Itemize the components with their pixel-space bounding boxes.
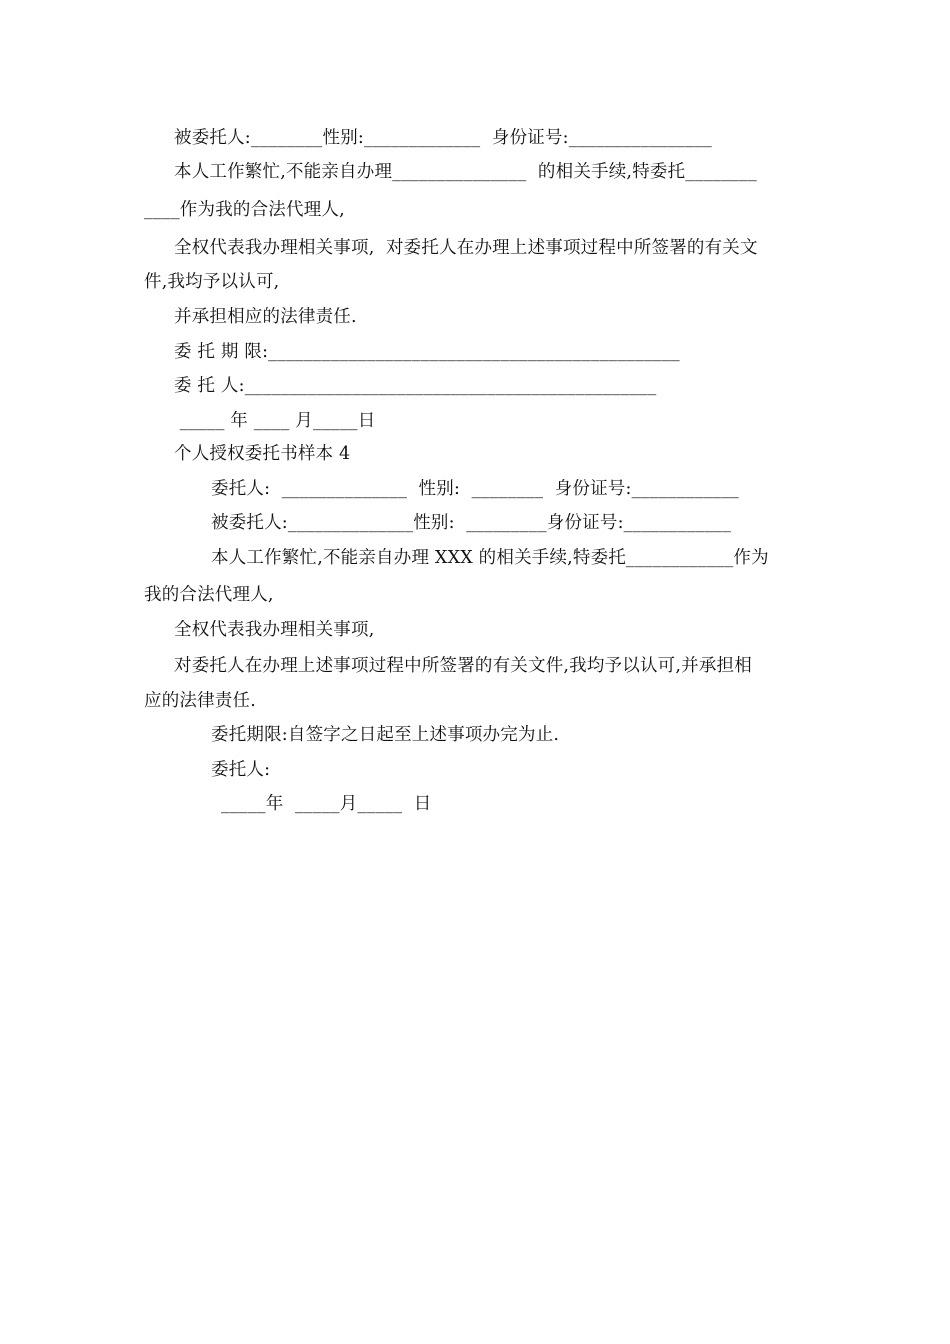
body-text-line: 全权代表我办理相关事项, 对委托人在办理上述事项过程中所签署的有关文 [174,238,758,258]
body-text-line: 对委托人在办理上述事项过程中所签署的有关文件,我均予以认可,并承担相 [174,656,752,676]
principal-signature-line: 委 托 人:______________________________________________ [174,376,657,396]
body-text-line: 件,我均予以认可, [144,272,280,292]
body-text-line: 本人工作繁忙,不能亲自办理 XXX 的相关手续,特委托____________作为 [211,548,769,568]
term-line: 委 托 期 限:______________________________________________ [174,342,680,362]
term-line: 委托期限:自签字之日起至上述事项办完为止. [211,725,560,745]
body-text-line: 应的法律责任. [144,691,256,711]
principal-info-line: 委托人: ______________ 性别: ________ 身份证号:____________ [211,479,739,499]
agent-info-line-2: 被委托人:______________性别: _________身份证号:____________ [211,513,732,533]
body-text-line: 并承担相应的法律责任. [174,307,357,327]
body-text-line: 本人工作繁忙,不能亲自办理_______________ 的相关手续,特委托________ [174,162,757,182]
body-text-line: 我的合法代理人, [144,585,274,605]
section-title: 个人授权委托书样本 4 [174,444,351,464]
principal-signature-line: 委托人: [211,760,271,780]
body-text-line: 全权代表我办理相关事项, [174,620,375,640]
body-text-line: ____作为我的合法代理人, [144,200,345,220]
date-line: _____年 _____月_____ 日 [221,794,432,814]
date-line: _____ 年 ____ 月_____日 [174,411,376,431]
agent-info-line-1: 被委托人:________性别:_____________ 身份证号:________________ [174,128,712,148]
